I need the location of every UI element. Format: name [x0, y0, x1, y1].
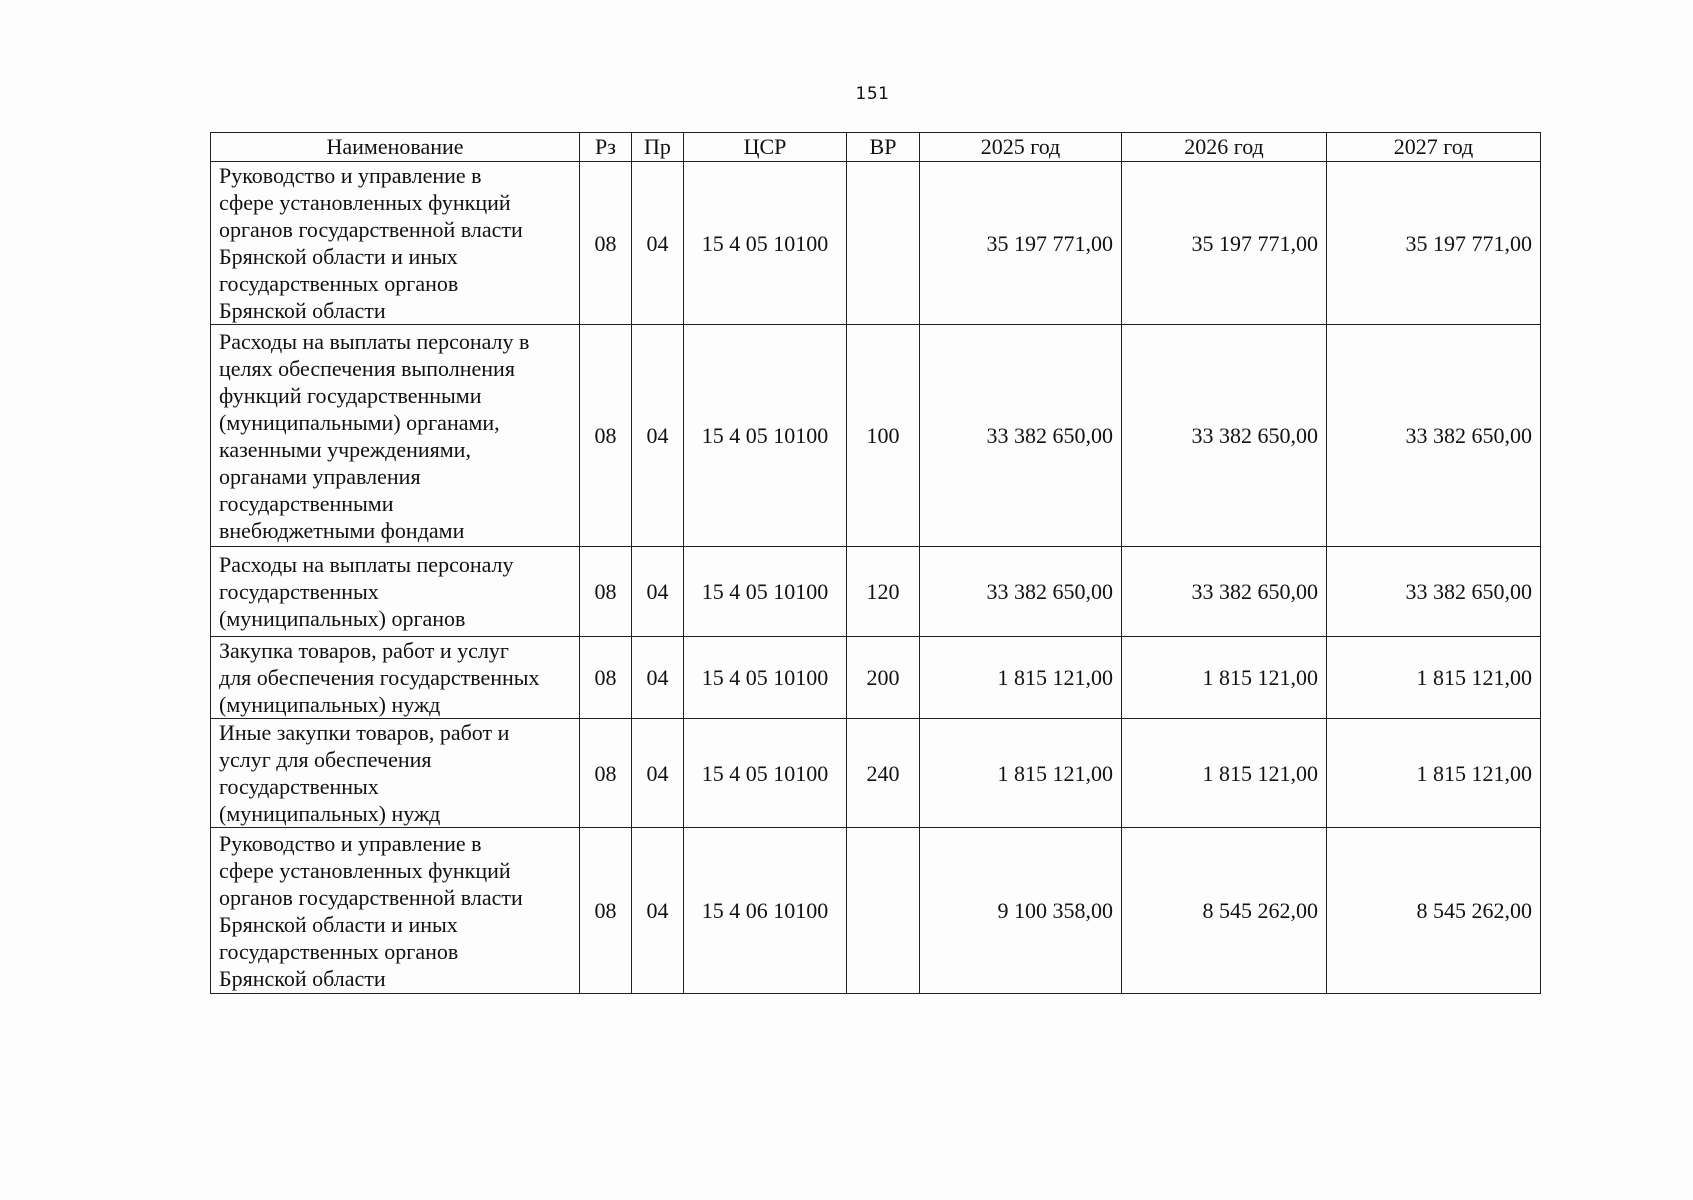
row-rz: 08: [580, 828, 632, 994]
table-row: [211, 162, 1541, 325]
row-pr: 04: [632, 325, 684, 547]
row-2027: 1 815 121,00: [1327, 719, 1541, 828]
row-name-line: Расходы на выплаты персоналу: [219, 552, 514, 577]
table-row: [211, 637, 1541, 719]
row-pr: 04: [632, 828, 684, 994]
row-2027: 35 197 771,00: [1327, 162, 1541, 325]
row-2027: 1 815 121,00: [1327, 637, 1541, 719]
row-vr: [847, 162, 920, 325]
header-vr: ВР: [847, 133, 920, 162]
budget-table: [210, 132, 1541, 994]
row-2026: 1 815 121,00: [1122, 637, 1327, 719]
row-csr: 15 4 06 10100: [684, 828, 847, 994]
row-name: [211, 325, 580, 547]
table-row: [211, 325, 1541, 547]
row-name-line: (муниципальных) нужд: [219, 801, 441, 826]
row-name-line: сфере установленных функций: [219, 190, 511, 215]
row-name-line: сфере установленных функций: [219, 857, 511, 883]
row-2025: 1 815 121,00: [920, 637, 1122, 719]
row-name-line: Руководство и управление в: [219, 830, 482, 856]
row-name: [211, 828, 580, 994]
row-name-line: Закупка товаров, работ и услуг: [219, 638, 509, 663]
row-name-line: органов государственной власти: [219, 884, 523, 910]
row-name-line: внебюджетными фондами: [219, 517, 465, 543]
table-row: [211, 828, 1541, 994]
row-name-line: Брянской области: [219, 298, 386, 323]
row-vr: 120: [847, 547, 920, 637]
row-csr: 15 4 05 10100: [684, 719, 847, 828]
row-name-line: органами управления: [219, 463, 421, 489]
row-name: [211, 637, 580, 719]
row-name: [211, 547, 580, 637]
row-name-line: государственных: [219, 579, 379, 604]
row-name-line: государственных органов: [219, 938, 459, 964]
row-2026: 1 815 121,00: [1122, 719, 1327, 828]
row-rz: 08: [580, 637, 632, 719]
row-2025: 1 815 121,00: [920, 719, 1122, 828]
row-vr: 240: [847, 719, 920, 828]
header-2025: 2025 год: [920, 133, 1122, 162]
header-2026: 2026 год: [1122, 133, 1327, 162]
row-rz: 08: [580, 325, 632, 547]
row-2026: 33 382 650,00: [1122, 325, 1327, 547]
row-rz: 08: [580, 547, 632, 637]
row-name-line: Расходы на выплаты персоналу в: [219, 328, 530, 354]
header-2027: 2027 год: [1327, 133, 1541, 162]
row-name-line: Брянской области и иных: [219, 244, 458, 269]
row-name-line: Брянской области и иных: [219, 911, 458, 937]
row-name-line: услуг для обеспечения: [219, 747, 432, 772]
row-name: [211, 162, 580, 325]
row-name-line: целях обеспечения выполнения: [219, 355, 515, 381]
row-pr: 04: [632, 637, 684, 719]
page-number: 151: [855, 84, 890, 104]
row-2027: 8 545 262,00: [1327, 828, 1541, 994]
row-name-line: (муниципальных) органов: [219, 606, 466, 631]
row-pr: 04: [632, 547, 684, 637]
row-name-line: органов государственной власти: [219, 217, 523, 242]
row-2027: 33 382 650,00: [1327, 547, 1541, 637]
row-name: [211, 719, 580, 828]
row-name-line: для обеспечения государственных: [219, 665, 540, 690]
header-rz: Рз: [580, 133, 632, 162]
row-pr: 04: [632, 162, 684, 325]
table-row: [211, 547, 1541, 637]
row-name-line: Брянской области: [219, 965, 386, 991]
row-2027: 33 382 650,00: [1327, 325, 1541, 547]
row-name-line: (муниципальными) органами,: [219, 409, 500, 435]
row-vr: [847, 828, 920, 994]
row-csr: 15 4 05 10100: [684, 325, 847, 547]
table-row: [211, 719, 1541, 828]
row-rz: 08: [580, 162, 632, 325]
row-vr: 100: [847, 325, 920, 547]
row-2025: 33 382 650,00: [920, 325, 1122, 547]
row-2026: 33 382 650,00: [1122, 547, 1327, 637]
row-name-line: государственными: [219, 490, 394, 516]
header-name: Наименование: [211, 133, 580, 162]
row-2026: 35 197 771,00: [1122, 162, 1327, 325]
row-name-line: Иные закупки товаров, работ и: [219, 720, 510, 745]
row-name-line: государственных: [219, 774, 379, 799]
row-pr: 04: [632, 719, 684, 828]
row-2025: 33 382 650,00: [920, 547, 1122, 637]
row-name-line: (муниципальных) нужд: [219, 692, 441, 717]
row-csr: 15 4 05 10100: [684, 637, 847, 719]
row-name-line: государственных органов: [219, 271, 459, 296]
header-csr: ЦСР: [684, 133, 847, 162]
row-2026: 8 545 262,00: [1122, 828, 1327, 994]
row-csr: 15 4 05 10100: [684, 162, 847, 325]
row-csr: 15 4 05 10100: [684, 547, 847, 637]
header-pr: Пр: [632, 133, 684, 162]
row-2025: 35 197 771,00: [920, 162, 1122, 325]
row-rz: 08: [580, 719, 632, 828]
row-name-line: казенными учреждениями,: [219, 436, 471, 462]
row-name-line: функций государственными: [219, 382, 482, 408]
table-header-row: [211, 133, 1541, 162]
row-2025: 9 100 358,00: [920, 828, 1122, 994]
row-vr: 200: [847, 637, 920, 719]
row-name-line: Руководство и управление в: [219, 163, 482, 188]
